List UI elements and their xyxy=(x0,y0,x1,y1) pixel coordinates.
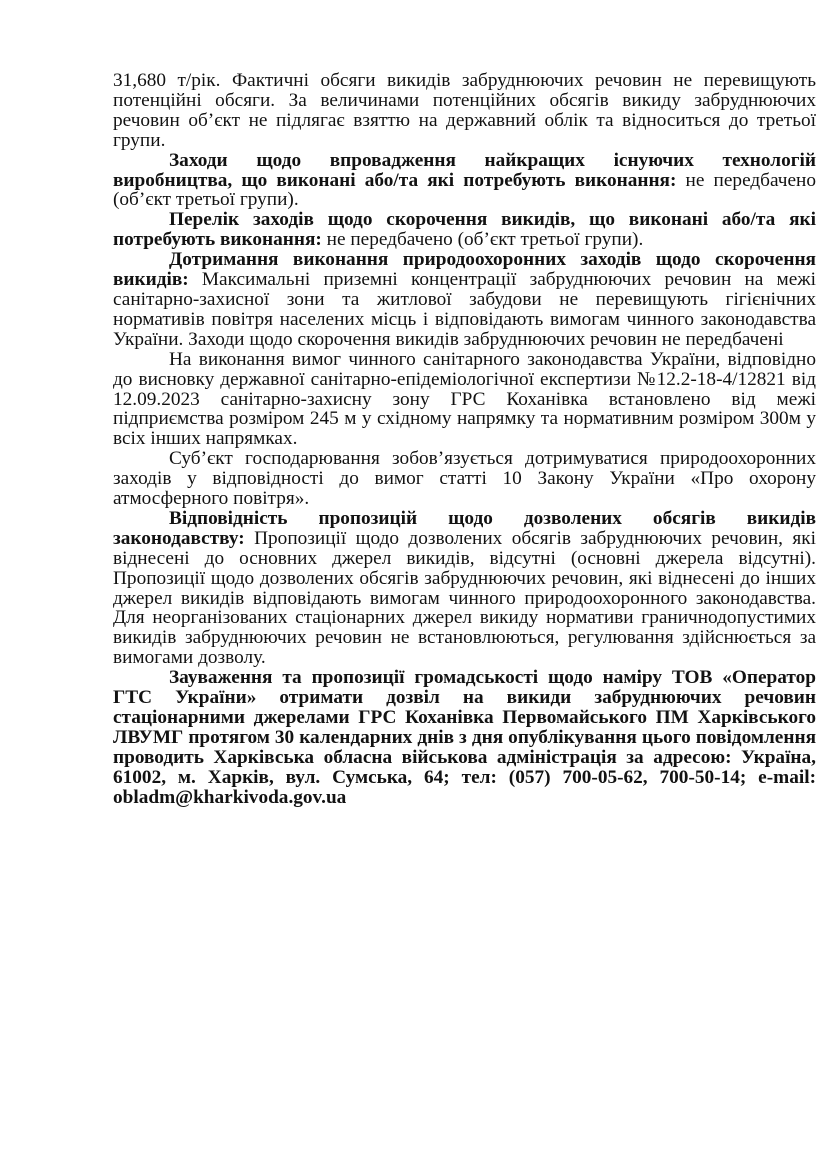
paragraph-body-text: На виконання вимог чинного санітарного законодавства України, відповідно до висновку державної санітарно-епідеміологічної експертизи №12.2-18-4/12821 від 12.09.2023 санітарно-захисну зону ГРС Коханівка встановлено від межі підприємства розміром 245 м у східному напрямку та нормативним розміром 300м у всіх інших напрямках. xyxy=(113,348,816,450)
paragraph-bold-lead: Дотримання виконання природоохоронних заходів щодо скорочення викидів: xyxy=(113,249,816,291)
paragraph-body-text: Максимальні приземні концентрації забруднюючих речовин на межі санітарно-захисної зони та житлової забудови не перевищують гігієнічних нормативів повітря населених місць і відповідають вимогам чинного законодавства України. Заходи щодо скорочення викидів забруднюючих речовин не передбачені xyxy=(113,269,816,350)
paragraph-bold-lead: Відповідність пропозицій щодо дозволених обсягів викидів законодавству: xyxy=(113,507,816,549)
paragraph-environmental-measures-compliance xyxy=(113,250,816,350)
document-text-block xyxy=(113,71,816,808)
paragraph-sanitary-protection-zone xyxy=(113,350,816,450)
paragraph-body-text: не передбачено (об’єкт третьої групи). xyxy=(113,169,816,211)
paragraph-body-text: не передбачено (об’єкт третьої групи). xyxy=(321,229,644,251)
paragraph-business-entity-obligations xyxy=(113,449,816,509)
paragraph-body-text: 31,680 т/рік. Фактичні обсяги викидів забруднюючих речовин не перевищують потенційні обсяги. За величинами потенційних обсягів викиду забруднюючих речовин об’єкт не підлягає взяттю на державний облік та відноситься до третьої групи. xyxy=(113,70,816,151)
paragraph-proposals-legislation-compliance xyxy=(113,509,816,668)
paragraph-intro-continuation xyxy=(113,71,816,151)
paragraph-bold-lead: Зауваження та пропозиції громадськості щодо наміру ТОВ «Оператор ГТС України» отримати дозвіл на викиди забруднюючих речовин стаціонарними джерелами ГРС Коханівка Первомайського ПМ Харківського ЛВУМГ протягом 30 календарних днів з дня опублікування цього повідомлення проводить Харківська обласна військова адміністрація за адресою: Україна, 61002, м. Харків, вул. Сумська, 64; тел: (057) 700-05-62, 700-50-14; e-mail: obladm@kharkivoda.gov.ua xyxy=(113,667,816,808)
paragraph-bold-lead: Заходи щодо впровадження найкращих існуючих технологій виробництва, що виконані або/та які потребують виконання: xyxy=(113,149,816,191)
paragraph-public-comments-notice xyxy=(113,668,816,807)
paragraph-emission-reduction-measures-list xyxy=(113,210,816,250)
paragraph-body-text: Суб’єкт господарювання зобов’язується дотримуватися природоохоронних заходів у відповідності до вимог статті 10 Закону України «Про охорону атмосферного повітря». xyxy=(113,448,816,510)
paragraph-body-text: Пропозиції щодо дозволених обсягів забруднюючих речовин, які віднесені до основних джерел викидів, відсутні (основні джерела відсутні). Пропозиції щодо дозволених обсягів забруднюючих речовин, які віднесені до інших джерел викидів відповідають вимогам чинного природоохоронного законодавства. Для неорганізованих стаціонарних джерел викиду нормативи граничнодопустимих викидів забруднюючих речовин не встановлюються, регулювання здійснюється за вимогами дозволу. xyxy=(113,527,816,669)
paragraph-best-technologies xyxy=(113,151,816,211)
paragraph-bold-lead: Перелік заходів щодо скорочення викидів, що виконані або/та які потребують виконання: xyxy=(113,209,816,251)
